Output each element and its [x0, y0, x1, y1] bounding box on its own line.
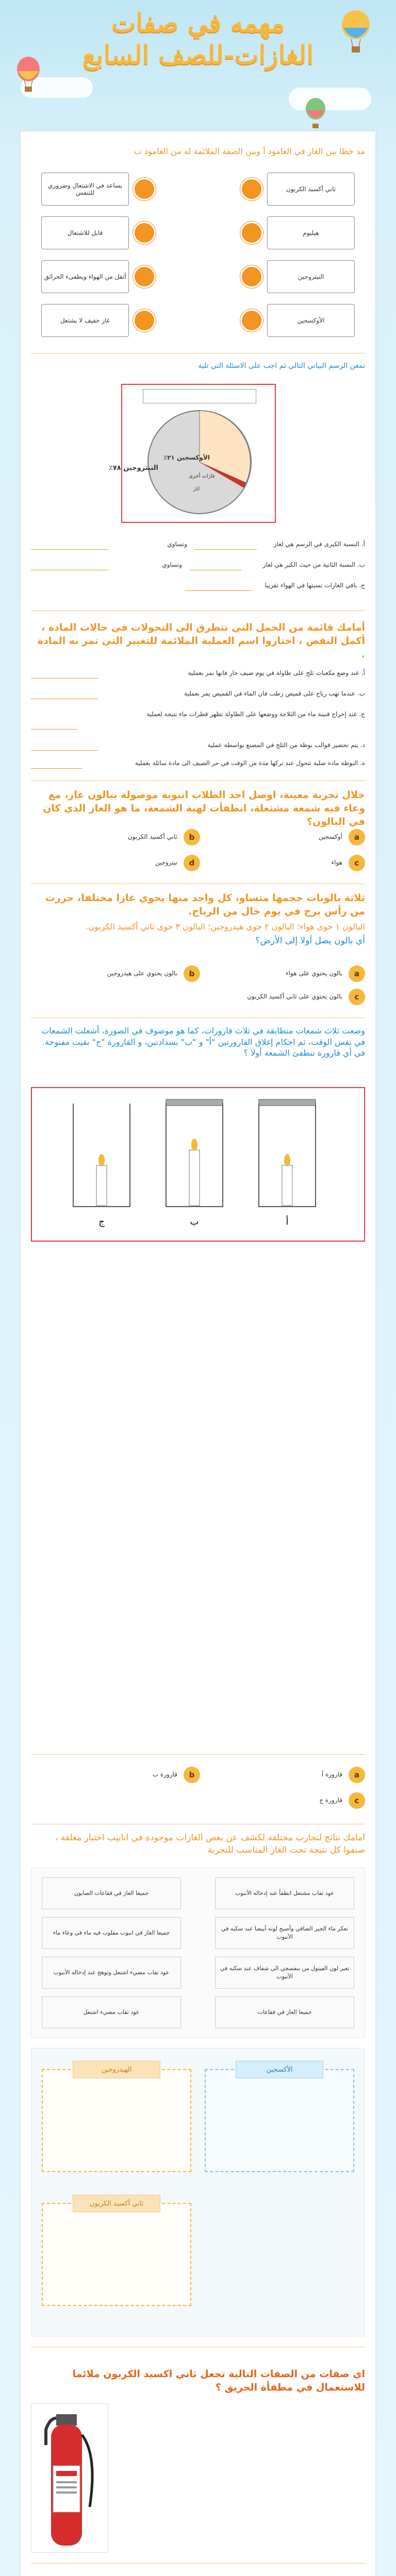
- fill-row: [31, 688, 365, 702]
- question-title: تمعن الرسم البياني التالي ثم اجب على الاسئلة التي تليه: [198, 362, 365, 370]
- match-connector[interactable]: [133, 265, 156, 288]
- drop-zone-co2[interactable]: [42, 2199, 191, 2306]
- pie-chart-figure: [108, 384, 276, 523]
- jar-c: [73, 1104, 130, 1207]
- question-1: [31, 146, 365, 157]
- worksheet-sheet: [21, 131, 375, 2576]
- draggable-item[interactable]: تغير لون الفينول من بنفسجي الى شفاف عند سكبه في الأنبوب: [215, 1957, 354, 1989]
- draggable-item[interactable]: جميعا الغاز في انبوب مقلوب فيه ماء في وعاء ماء: [42, 1917, 181, 1949]
- draggable-item[interactable]: عود ثقاب مضيء اشتعل: [42, 1996, 181, 2028]
- option-text: قارورة ب: [152, 1771, 177, 1778]
- match-item-right[interactable]: ثاني أكسيد الكربون: [267, 173, 355, 206]
- option-text: قارورة أ: [321, 1771, 342, 1778]
- question-4: [31, 788, 365, 828]
- option-d[interactable]: [45, 853, 200, 873]
- match-row: [31, 216, 365, 252]
- cloud-decoration: [289, 88, 371, 110]
- option-a[interactable]: [210, 827, 365, 848]
- fill-row: [31, 667, 365, 682]
- question-title: مد خطا بين الغاز في العامود أ وبين الصفة الملائمة له من العامود ب: [134, 146, 365, 156]
- option-badge: a: [349, 1767, 365, 1783]
- match-connector[interactable]: [240, 265, 263, 288]
- option-badge: b: [184, 965, 200, 982]
- draggable-item[interactable]: عود ثقاب مشتعل انطفأ عند إدخاله الأنبوب: [215, 1877, 354, 1909]
- option-badge: a: [349, 829, 365, 845]
- fill-row: [31, 559, 365, 573]
- categorize-zones: [31, 2048, 365, 2336]
- fill-row: [31, 580, 365, 594]
- draggable-item[interactable]: تعكر ماء الجير الصافي وأصبح لونه أبيضا عند سكبه في الأنبوب: [215, 1917, 354, 1949]
- jar-label-a: أ: [286, 1216, 289, 1227]
- option-badge: c: [349, 855, 365, 871]
- draggable-item[interactable]: عود ثقاب مضيء اشتعل وتوهج عند إدخاله الأنبوب: [42, 1957, 181, 1989]
- match-item-left[interactable]: يساعد في الاشتعال وضروري للتنفس: [41, 173, 129, 206]
- question-title: وضعت ثلاث شمعات متطابقة في ثلاث قارورات، كما هو موصوف في الصورة، أشعلت الشمعات في نفس الوقت، ثم احكام إغلاق القارورتين "أ" و "ب" بسدادتين، و القارورة "ج" بقيت مفتوحة.: [41, 1026, 365, 1047]
- match-row: [31, 260, 365, 296]
- fill-label: وتساوي: [162, 561, 182, 568]
- question-title: خلال تجربة معينة، اوصل احد الطلاب انبوبة موصولة ببالون غاز، مع وعاء فيه شمعة مشتعلة، انطفأت لهبة الشمعة، ما هو الغاز الذي كان في البالون؟: [43, 789, 365, 827]
- option-badge: c: [349, 1792, 365, 1809]
- option-badge: c: [349, 989, 365, 1005]
- fill-row: [31, 757, 365, 772]
- match-item-left[interactable]: أثقل من الهواء ويطفىء الحرائق: [41, 260, 129, 293]
- question-2: [31, 361, 365, 371]
- draggable-item[interactable]: جميعا الغاز في فقاعات: [215, 1996, 354, 2028]
- question-title: أمامك قائمة من الجمل التي تتطرق الى التحولات في حالات المادة ، أكمل النقص ، اختاروا اسم العملية الملائمة للتغيير التي تمر به المادة .: [37, 622, 365, 660]
- option-c[interactable]: [210, 853, 365, 873]
- title-line-1: مهمه في صفات: [111, 8, 285, 38]
- fill-label: ج. باقي الغازات نسبتها في الهواء تقريبا: [265, 582, 365, 589]
- fill-label: ه. البوظة مادة صلبة تتحول عند تركها مدة من الوقت في حر الصيف الى مادة سائلة بعملية: [135, 759, 365, 767]
- option-text: بالون يحتوي على هيدروجين: [107, 970, 177, 977]
- question-ask: أي بالون يصل أولا إلى الأرض؟: [255, 936, 365, 946]
- fill-label: أ. عند وضع مكعبات ثلج على طاولة في يوم صيف حار فانها تمر بعملية: [188, 669, 365, 676]
- answer-blank[interactable]: [31, 549, 108, 550]
- option-c[interactable]: [210, 1790, 365, 1811]
- option-a[interactable]: [210, 1765, 365, 1785]
- jar-label-b: ب: [190, 1216, 199, 1227]
- answer-blank[interactable]: [195, 549, 257, 550]
- match-connector[interactable]: [133, 222, 156, 244]
- question-title: امامك نتائج لتجارب مختلفة لكشف عن بعض الغازات موجودة في انابيب اختبار مغلقة ، صنفوا كل نتيجة تحت الغاز المناسب للتجربة: [55, 1833, 365, 1855]
- answer-blank[interactable]: [31, 678, 98, 679]
- fire-extinguisher-icon: [30, 2404, 108, 2553]
- match-item-right[interactable]: هيليوم: [267, 216, 355, 249]
- match-item-right[interactable]: الأوكسجين: [267, 304, 355, 337]
- option-text: نيتروجين: [155, 859, 177, 866]
- option-a[interactable]: [210, 963, 365, 984]
- jar-b: [166, 1099, 223, 1207]
- jar-a: [259, 1099, 316, 1207]
- fill-row: [31, 739, 365, 754]
- question-6: [31, 1025, 365, 1058]
- option-b[interactable]: [45, 827, 200, 848]
- option-c[interactable]: [210, 987, 365, 1007]
- answer-blank[interactable]: [185, 590, 252, 591]
- option-badge: b: [184, 829, 200, 845]
- phase-change-lines: [31, 667, 365, 770]
- match-row: [31, 304, 365, 340]
- answer-blank[interactable]: [31, 729, 77, 730]
- page-title: [0, 7, 396, 71]
- question-8: [31, 2367, 365, 2394]
- option-text: هواء: [331, 859, 342, 866]
- match-connector[interactable]: [240, 178, 263, 200]
- answer-blank[interactable]: [31, 768, 82, 769]
- match-connector[interactable]: [240, 222, 263, 244]
- fill-label: ب. النسبة الثانية من حيث الكبر هي لغاز: [262, 561, 365, 568]
- option-badge: a: [349, 965, 365, 982]
- jar-label-c: ج: [98, 1216, 105, 1227]
- zone-label: ثاني أكسيد الكربون: [73, 2195, 160, 2212]
- pie-label-oxygen: الأوكسجين ٢١٪: [163, 454, 210, 461]
- drop-zone-oxygen[interactable]: [205, 2065, 354, 2172]
- match-item-right[interactable]: النيتروجين: [267, 260, 355, 293]
- option-text: بالون يحتوي على هواء: [285, 970, 342, 977]
- zone-label: الهيدروجين: [73, 2061, 160, 2078]
- fill-label: ج. عند إخراج قنينة ماء من الثلاجة ووضعها على الطاولة تظهر قطرات ماء نتيجة لعملية: [146, 710, 365, 718]
- question-5: [31, 891, 365, 946]
- divider: [31, 1754, 365, 1755]
- option-text: أوكسجين: [318, 833, 342, 840]
- fill-label: د. يتم تحضير قوالب بوظة من الثلج في المصنع بواسطة عملية: [207, 741, 365, 749]
- option-text: بالون يحتوي على ثاني أكسيد الكربون: [247, 993, 342, 1000]
- candle-jars-figure: [31, 1087, 365, 1242]
- pie-questions: [31, 538, 365, 600]
- draggable-item[interactable]: جميعا الغاز في فقاعات الصابون: [42, 1877, 181, 1909]
- fill-row: [31, 708, 365, 723]
- option-text: ثاني أكسيد الكربون: [127, 833, 177, 840]
- title-line-2: الغازات-للصف السابع: [82, 40, 314, 70]
- match-connector[interactable]: [133, 178, 156, 200]
- fill-label: ب. عندما تهب رياح على قميص رطب فان الماء في القميص يمر بعملية: [184, 690, 365, 697]
- match-item-left[interactable]: قابل للاشتعال: [41, 216, 129, 249]
- fill-label: وتساوي: [167, 540, 187, 548]
- option-b[interactable]: [45, 963, 200, 984]
- matching-area: [31, 173, 365, 348]
- option-b[interactable]: [45, 1765, 200, 1785]
- match-item-left[interactable]: غاز خفيف لا يشتعل: [41, 304, 129, 337]
- fire-extinguisher-image: [31, 2403, 108, 2553]
- fill-row: [31, 538, 365, 553]
- divider: [31, 2563, 365, 2564]
- hero-header: [0, 0, 396, 134]
- candle-jars-illustration: [32, 1088, 364, 1241]
- categorize-items: [31, 1868, 365, 2038]
- question-title: ثلاثة بالونات حجمها متساو، كل واحد منها يحوي غازا مختلفا، حررت من رأس برج في يوم خال من الرياح.: [45, 892, 365, 917]
- question-ask: في أي قارورة تنطفئ الشمعة أولا ؟: [243, 1048, 365, 1058]
- pie-label-nitrogen: النيتروجين ٧٨٪: [108, 464, 158, 472]
- question-title: اي صفات من الصفات التالية تجعل ثاني اكسيد الكربون ملائما للاستعمال في مطفأة الحريق ؟: [72, 2368, 365, 2393]
- option-text: قارورة ج: [319, 1797, 342, 1804]
- pie-label-traces: آثار: [193, 487, 200, 492]
- fill-label: أ. النسبة الكبرى في الرسم هي لغاز: [273, 540, 365, 548]
- drop-zone-hydrogen[interactable]: [42, 2065, 191, 2172]
- question-3: [31, 621, 365, 661]
- zone-label: الأكسجين: [236, 2061, 323, 2078]
- pie-chart: [108, 385, 275, 522]
- question-7: [31, 1832, 365, 1856]
- pie-label-other: غازات أخرى: [189, 473, 215, 479]
- answer-blank[interactable]: [31, 750, 98, 751]
- option-badge: b: [184, 1767, 200, 1783]
- question-body: البالون ١ حوى هواء؛ البالون ٢ حوى هيدروجين؛ البالون ٣ حوى ثاني أكسيد الكربون.: [86, 922, 365, 931]
- match-row: [31, 173, 365, 209]
- hot-air-balloon-icon: [304, 98, 327, 130]
- option-badge: d: [184, 855, 200, 871]
- match-connector[interactable]: [240, 309, 263, 332]
- match-connector[interactable]: [133, 309, 156, 332]
